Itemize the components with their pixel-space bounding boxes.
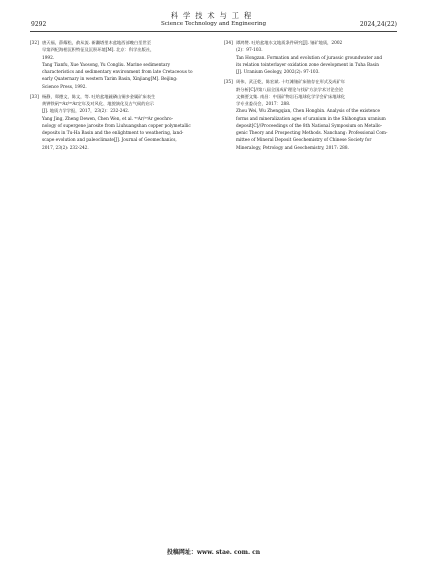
reference-line: 学专业委员会，2017：288. [236, 102, 291, 107]
reference-text [30, 40, 200, 91]
reference-line: 文摘要文集. 南昌：中国矿物岩石地球化学学会矿床地球化 [236, 94, 345, 100]
reference-line: Yang Jing, Zheng Dewen, Chen Wen, et al. ⁴⁰Ar/³⁹Ar geochro- [42, 116, 174, 122]
reference-text [224, 40, 396, 76]
reference-entry [30, 94, 200, 152]
reference-line: deposit[C]//Proceedings of the 8th National Symposium on Metallo- [236, 123, 383, 129]
reference-line: 1992. [42, 55, 55, 61]
reference-line: early Quaternary in western Tarim Basin, Xinjiang[M]. Beijing: [42, 77, 178, 83]
reference-line: 早第四纪海相沉积特征及沉积环境[M]. 北京：科学出版社， [42, 48, 155, 54]
reference-line: 黄钾铁矾⁴⁰Ar/³⁹Ar定年及对风化、地貌演化及古气候的启示 [42, 102, 154, 107]
reference-line: genic Theory and Prospecting Methods. Nanchang: Professional Com- [236, 131, 388, 136]
submission-url: 投稿网址：www. stae. com. cn [166, 549, 261, 556]
reference-line: Zhou Wei, Wu Zhengqian, Chen Hongbin. Analysis of the existence [236, 109, 381, 115]
reference-line: Science Press, 1992. [42, 84, 87, 90]
reference-line: its relation tointerlayer oxidation zone development in Tuha Basin [236, 62, 379, 68]
references-column-left [30, 40, 200, 155]
reference-line: [J]. Uranium Geology, 2002(2): 97-103. [236, 70, 320, 75]
reference-number: [32] [30, 41, 39, 46]
reference-entry [30, 40, 200, 91]
journal-title-cn: 科学技术与工程 [170, 11, 257, 20]
page-header [0, 0, 427, 34]
reference-line: 龄分析[C]//第八届全国成矿理论与找矿方法学术讨论会论 [236, 87, 344, 93]
reference-line: deposits in Tu-Ha Basin and the enlightment to weathering, land- [42, 131, 184, 136]
reference-line: Tang Tianfu, Xue Yaosong, Yu Congliu. Marine sedimentary [42, 62, 170, 68]
reference-line: characteristics and sedimentary environment from late Cretaceous to [42, 70, 193, 75]
header-rule [30, 31, 397, 32]
reference-entry [224, 79, 396, 152]
reference-line: 谭鸿赞. 吐哈盆地水文地质条件研究[J]. 铀矿地质，2002 [236, 41, 343, 46]
reference-line: forms and mineralization ages of uranium in the Shihongtan uranium [236, 116, 386, 122]
reference-line: (2)：97-103. [236, 48, 263, 54]
issue-info: 2024,24(22) [359, 21, 397, 28]
reference-line: 唐天福，薛耀松，俞从流. 新疆塔里木盆地西部晚白垩世至 [42, 41, 151, 46]
reference-text [30, 94, 200, 152]
reference-entry [224, 40, 396, 76]
reference-number: [34] [224, 41, 233, 46]
reference-line: scape evolution and paleoclimate[J]. Journal of Geomechanics, [42, 138, 177, 144]
reference-line: Tan Hongzan. Formation and evolution of jurassic groundwater and [236, 55, 383, 61]
reference-number: [35] [224, 80, 233, 86]
reference-text [224, 79, 396, 152]
reference-line: [J]. 地质力学学报，2017，23(2)：232-242. [42, 109, 130, 115]
journal-title-en: Science Technology and Engineering [160, 21, 267, 27]
reference-line: 周伟，武正乾，陈宏斌. 十红滩铀矿床铀存在形式及成矿年 [236, 80, 345, 86]
reference-line: 2017, 23(2): 232-242. [42, 145, 89, 151]
references-column-right [224, 40, 396, 155]
reference-line: mittee of Mineral Deposit Geochemistry of Chinese Society for [236, 138, 372, 144]
reference-number: [33] [30, 94, 39, 100]
reference-line: Mineralogy, Petrology and Geochemistry, 2017: 288. [236, 145, 349, 151]
reference-line: 杨静，郑德文，陈文，等. 吐哈盆地硫磷山铜多金属矿床表生 [42, 94, 156, 100]
page-number: 9292 [31, 21, 47, 28]
reference-line: nology of supergene jarosite from Liuhuangshan copper polymetallic [42, 123, 191, 129]
